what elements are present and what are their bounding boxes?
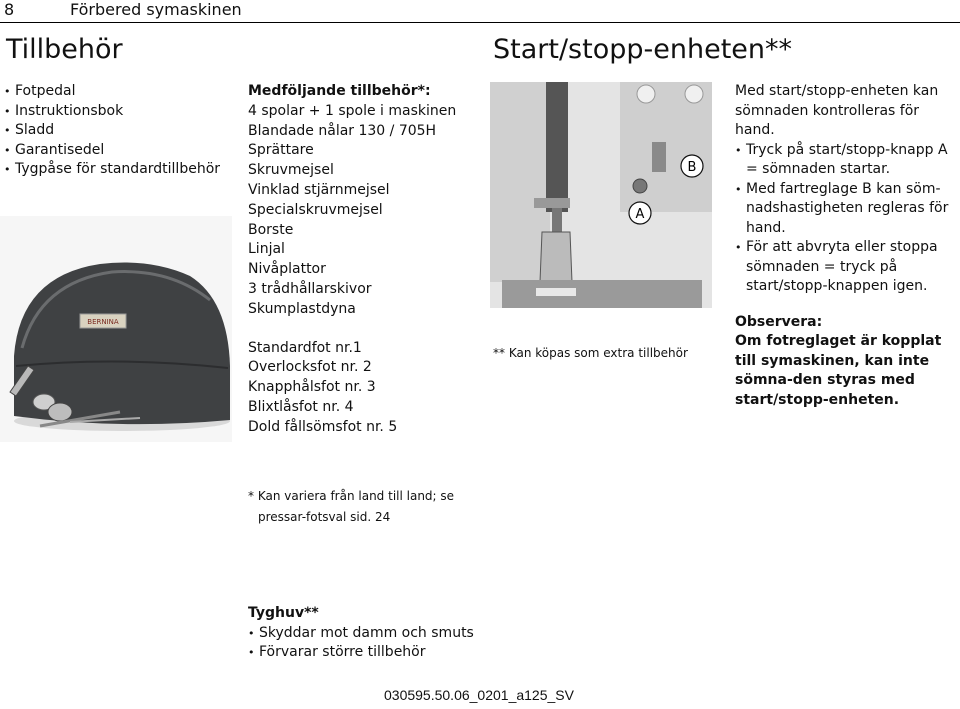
list-item: Knapphålsfot nr. 3 xyxy=(248,379,376,396)
list-item: Borste xyxy=(248,221,294,238)
intro-text: Med start/stopp-enheten kan sömnaden kontrolleras för hand. xyxy=(735,83,939,138)
accessory-bag-image xyxy=(0,216,232,442)
list-item: • Med fartreglage B kan söm-nadshastigheten regleras för hand. xyxy=(735,180,957,239)
observe-heading: Observera: xyxy=(735,313,823,330)
included-accessories xyxy=(248,82,456,438)
document-code: 030595.50.06_0201_a125_SV xyxy=(384,687,574,703)
list-item: • Tryck på start/stopp-knapp A = sömnaden startar. xyxy=(735,141,957,180)
accessories-heading: Tillbehör xyxy=(6,34,123,65)
footnote xyxy=(248,486,454,528)
list-item: Vinklad stjärnmejsel xyxy=(248,181,390,198)
list-item: Linjal xyxy=(248,241,285,258)
list-item: 4 spolar + 1 spole i maskinen xyxy=(248,102,457,119)
list-item: Overlocksfot nr. 2 xyxy=(248,359,372,376)
cover-section xyxy=(248,604,474,663)
purchase-note: ** Kan köpas som extra tillbehör xyxy=(493,346,688,360)
cover-list xyxy=(248,624,474,663)
startstop-description xyxy=(735,82,957,410)
cover-heading: Tyghuv** xyxy=(248,605,319,621)
list-item: • För att abvryta eller stoppa sömnaden = tryck på start/stopp-knappen igen. xyxy=(735,238,957,297)
list-item: Blandade nålar 130 / 705H xyxy=(248,122,437,139)
list-item: • Skyddar mot damm och smuts xyxy=(248,624,474,644)
list-item: Dold fållsömsfot nr. 5 xyxy=(248,418,398,435)
label-a-callout: A xyxy=(635,207,645,222)
startstop-bullets xyxy=(735,141,957,297)
bag-brand-label: BERNINA xyxy=(87,318,119,326)
list-item: • Sladd xyxy=(4,121,220,141)
list-item: Nivåplattor xyxy=(248,261,326,278)
list-item: • Förvarar större tillbehör xyxy=(248,643,474,663)
list-item: 3 trådhållarskivor xyxy=(248,280,372,297)
included-heading: Medföljande tillbehör*: xyxy=(248,83,431,99)
section-title: Förbered symaskinen xyxy=(70,0,242,19)
accessories-list xyxy=(4,82,220,180)
header-divider xyxy=(0,22,960,23)
list-item: Skruvmejsel xyxy=(248,162,334,179)
observe-text: Om fotreglaget är kopplat till symaskinen, kan inte sömna-den styras med start/stopp-enheten. xyxy=(735,333,942,408)
sewing-machine-image xyxy=(490,82,712,308)
list-item: • Instruktionsbok xyxy=(4,102,220,122)
page-number: 8 xyxy=(4,0,15,19)
list-item: Blixtlåsfot nr. 4 xyxy=(248,398,354,415)
list-item: Standardfot nr.1 xyxy=(248,339,362,356)
footnote-line: * Kan variera från land till land; se xyxy=(248,489,455,503)
list-item: Sprättare xyxy=(248,142,314,159)
list-item: • Garantisedel xyxy=(4,141,220,161)
list-item: Skumplastdyna xyxy=(248,300,356,317)
startstop-heading: Start/stopp-enheten** xyxy=(493,34,793,65)
footnote-line: pressar-fotsval sid. 24 xyxy=(258,510,391,524)
label-b-callout: B xyxy=(687,160,697,175)
list-item: Specialskruvmejsel xyxy=(248,201,383,218)
list-item: • Tygpåse för standardtillbehör xyxy=(4,160,220,180)
list-item: • Fotpedal xyxy=(4,82,220,102)
